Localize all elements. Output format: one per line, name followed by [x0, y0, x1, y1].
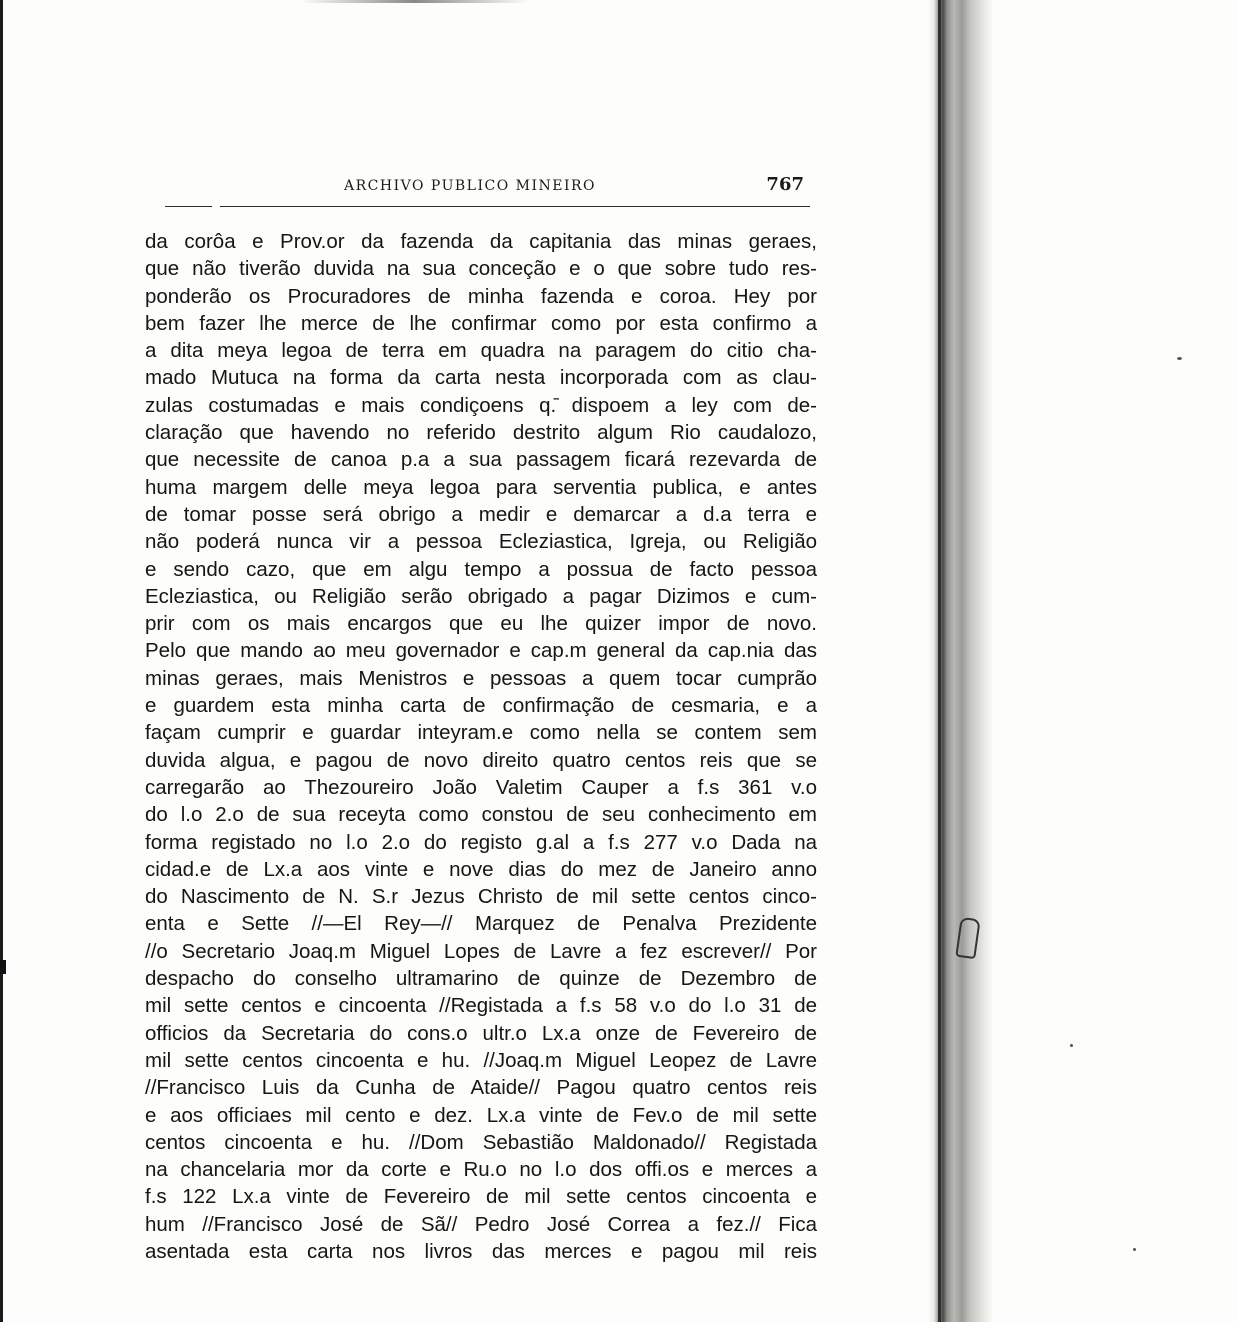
text-line: asentada esta carta nos livros das merces e pagou mil reis — [145, 1239, 817, 1263]
header-rule — [165, 206, 810, 207]
scan-smudge — [300, 0, 530, 3]
scan-speck — [1177, 357, 1182, 360]
text-line: da corôa e Prov.or da fazenda da capitania das minas geraes, — [145, 230, 817, 253]
text-line: que não tiverão duvida na sua conceção e o que sobre tudo res- — [145, 257, 817, 281]
text-line: e aos officiaes mil cento e dez. Lx.a vinte de Fev.o de mil sette — [145, 1103, 817, 1127]
page-number: 767 — [766, 174, 804, 195]
text-line: prir com os mais encargos que eu lhe quizer impor de novo. — [145, 612, 817, 636]
text-line: a dita meya legoa de terra em quadra na paragem do citio cha- — [145, 339, 817, 363]
page-left-edge — [0, 0, 3, 1322]
text-line: ponderão os Procuradores de minha fazenda e coroa. Hey por — [145, 284, 817, 308]
text-line: cidad.e de Lx.a aos vinte e nove dias do mez de Janeiro anno — [145, 857, 817, 881]
text-line: minas geraes, mais Menistros e pessoas a quem tocar cumprão — [145, 666, 817, 690]
gutter-shadow-line — [938, 0, 941, 1322]
text-line: //Francisco Luis da Cunha de Ataide// Pagou quatro centos reis — [145, 1076, 817, 1100]
scan-speck — [1133, 1248, 1136, 1251]
text-line: despacho do conselho ultramarino de quinze de Dezembro de — [145, 967, 817, 991]
text-line: bem fazer lhe merce de lhe confirmar como por esta confirmo a — [145, 311, 817, 335]
text-line: enta e Sette //—El Rey—// Marquez de Penalva Prezidente — [145, 912, 817, 936]
page-header — [168, 172, 808, 200]
text-line: façam cumprir e guardar inteyram.e como nella se contem sem — [145, 721, 817, 745]
text-line: que necessite de canoa p.a a sua passagem ficará rezevarda de — [145, 448, 817, 472]
text-line: claração que havendo no referido destrito algum Rio caudalozo, — [145, 421, 817, 445]
text-line: carregarão ao Thezoureiro João Valetim Cauper a f.s 361 v.o — [145, 775, 817, 799]
text-line: hum //Francisco José de Sã// Pedro José Correa a fez.// Fica — [145, 1212, 817, 1236]
text-line: do l.o 2.o de sua receyta como constou de seu conhecimento em — [145, 803, 817, 827]
text-line: Ecleziastica, ou Religião serão obrigado a pagar Dizimos e cum- — [145, 584, 817, 608]
text-line: Pelo que mando ao meu governador e cap.m general da cap.nia das — [145, 639, 817, 663]
running-title: ARCHIVO PUBLICO MINEIRO — [344, 178, 597, 194]
text-line: mado Mutuca na forma da carta nesta incorporada com as clau- — [145, 366, 817, 390]
page-edge-notch — [0, 960, 6, 974]
scan-speck — [1070, 1044, 1073, 1047]
text-line: officios da Secretaria do cons.o ultr.o Lx.a onze de Fevereiro de — [145, 1021, 817, 1045]
text-line: e guardem esta minha carta de confirmação de cesmaria, e a — [145, 694, 817, 718]
text-line: centos cincoenta e hu. //Dom Sebastião Maldonado// Registada — [145, 1130, 817, 1154]
text-line: do Nascimento de N. S.r Jezus Christo de mil sette centos cinco- — [145, 885, 817, 909]
text-line: huma margem delle meya legoa para serventia publica, e antes — [145, 475, 817, 499]
text-line: mil sette centos cincoenta e hu. //Joaq.m Miguel Leopez de Lavre — [145, 1048, 817, 1072]
text-line: forma registado no l.o 2.o do registo g.al a f.s 277 v.o Dada na — [145, 830, 817, 854]
body-text — [145, 228, 817, 1265]
text-line: f.s 122 Lx.a vinte de Fevereiro de mil sette centos cincoenta e — [145, 1185, 817, 1209]
text-line: de tomar posse será obrigo a medir e demarcar a d.a terra e — [145, 502, 817, 526]
text-line: zulas costumadas e mais condiçoens q.̄ dispoem a ley com de- — [145, 393, 817, 417]
header-rule-gap — [212, 205, 220, 208]
text-line: na chancelaria mor da corte e Ru.o no l.o dos offi.os e merces a — [145, 1158, 817, 1182]
text-line: e sendo cazo, que em algu tempo a possua de facto pessoa — [145, 557, 817, 581]
text-line: não poderá nunca vir a pessoa Ecleziastica, Igreja, ou Religião — [145, 530, 817, 554]
text-line: mil sette centos e cincoenta //Registada a f.s 58 v.o do l.o 31 de — [145, 994, 817, 1018]
text-line: //o Secretario Joaq.m Miguel Lopes de Lavre a fez escrever// Por — [145, 939, 817, 963]
text-line: duvida algua, e pagou de novo direito quatro centos reis que se — [145, 748, 817, 772]
